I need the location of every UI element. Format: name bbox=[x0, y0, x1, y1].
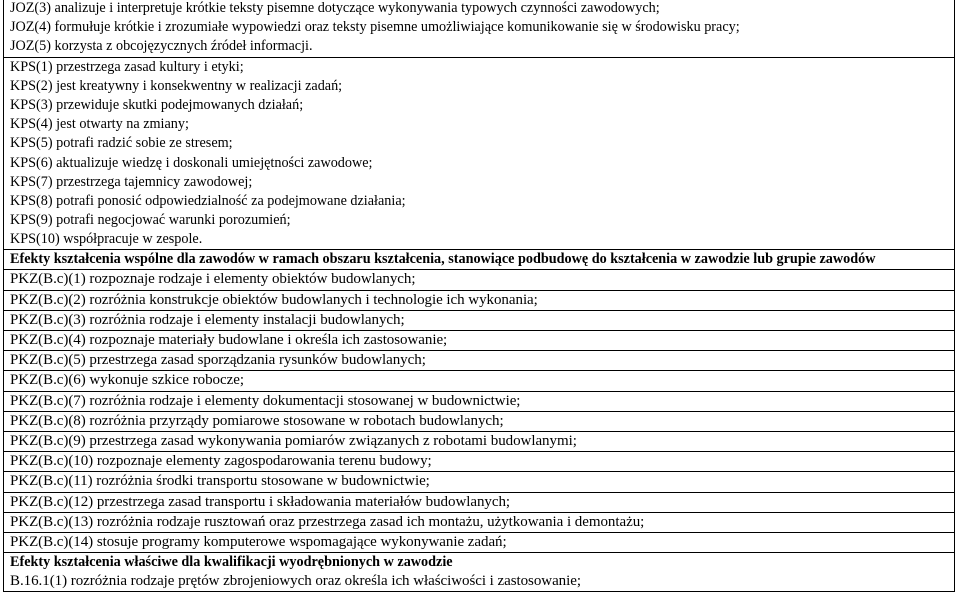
section-heading: Efekty kształcenia wspólne dla zawodów w ramach obszaru kształcenia, stanowiące podbudowę do kształcenia w zawodzie lub grupie zawodów bbox=[10, 251, 876, 268]
pkz-cell bbox=[4, 431, 955, 451]
table-row bbox=[4, 0, 955, 57]
common-outcomes-heading-cell bbox=[4, 250, 955, 270]
list-item: JOZ(4) formułuje krótkie i zrozumiałe wypowiedzi oraz teksty pisemne umożliwiające komunikowanie się w środowisku pracy; bbox=[10, 19, 740, 36]
pkz-cell bbox=[4, 532, 955, 552]
table-row bbox=[4, 250, 955, 270]
table-row bbox=[4, 553, 955, 592]
list-item: KPS(8) potrafi ponosić odpowiedzialność za podejmowane działania; bbox=[10, 192, 406, 209]
pkz-cell bbox=[4, 391, 955, 411]
list-item: B.16.1(1) rozróżnia rodzaje prętów zbrojeniowych oraz określa ich właściwości i zastosowanie; bbox=[10, 573, 581, 590]
pkz-cell bbox=[4, 492, 955, 512]
table-row bbox=[4, 532, 955, 552]
learning-outcomes-table bbox=[3, 0, 955, 592]
pkz-cell bbox=[4, 452, 955, 472]
list-item: PKZ(B.c)(4) rozpoznaje materiały budowlane i określa ich zastosowanie; bbox=[10, 332, 448, 348]
list-item: PKZ(B.c)(1) rozpoznaje rodzaje i elementy obiektów budowlanych; bbox=[10, 271, 416, 288]
list-item: KPS(2) jest kreatywny i konsekwentny w realizacji zadań; bbox=[10, 77, 343, 94]
table-row bbox=[4, 290, 955, 310]
list-item: PKZ(B.c)(10) rozpoznaje elementy zagospodarowania terenu budowy; bbox=[10, 453, 432, 470]
list-item: KPS(6) aktualizuje wiedzę i doskonali umiejętności zawodowe; bbox=[10, 154, 373, 171]
list-item: KPS(9) potrafi negocjować warunki porozumień; bbox=[10, 212, 291, 229]
list-item: PKZ(B.c)(6) wykonuje szkice robocze; bbox=[10, 372, 244, 389]
pkz-cell bbox=[4, 310, 955, 330]
joz-cell bbox=[4, 0, 955, 57]
qualification-outcomes-cell bbox=[4, 553, 955, 592]
list-item: KPS(4) jest otwarty na zmiany; bbox=[10, 116, 189, 133]
list-item: PKZ(B.c)(12) przestrzega zasad transportu i składowania materiałów budowlanych; bbox=[10, 493, 511, 510]
list-item: KPS(5) potrafi radzić sobie ze stresem; bbox=[10, 135, 233, 152]
table-row bbox=[4, 492, 955, 512]
table-row bbox=[4, 351, 955, 371]
list-item: PKZ(B.c)(14) stosuje programy komputerowe wspomagające wykonywanie zadań; bbox=[10, 533, 507, 550]
pkz-cell bbox=[4, 270, 955, 290]
list-item: KPS(3) przewiduje skutki podejmowanych działań; bbox=[10, 96, 304, 113]
list-item: PKZ(B.c)(9) przestrzega zasad wykonywania pomiarów związanych z robotami budowlanymi; bbox=[10, 432, 577, 449]
pkz-cell bbox=[4, 411, 955, 431]
list-item: KPS(1) przestrzega zasad kultury i etyki; bbox=[10, 58, 244, 75]
list-item: KPS(10) współpracuje w zespole. bbox=[10, 231, 203, 248]
pkz-cell bbox=[4, 290, 955, 310]
table-row bbox=[4, 472, 955, 492]
list-item: PKZ(B.c)(3) rozróżnia rodzaje i elementy instalacji budowlanych; bbox=[10, 311, 405, 328]
table-row bbox=[4, 431, 955, 451]
kps-cell bbox=[4, 57, 955, 250]
list-item: PKZ(B.c)(2) rozróżnia konstrukcje obiektów budowlanych i technologie ich wykonania; bbox=[10, 291, 538, 308]
table-row bbox=[4, 411, 955, 431]
list-item: JOZ(5) korzysta z obcojęzycznych źródeł informacji. bbox=[10, 38, 313, 55]
table-row bbox=[4, 391, 955, 411]
list-item: PKZ(B.c)(7) rozróżnia rodzaje i elementy dokumentacji stosowanej w budownictwie; bbox=[10, 392, 521, 409]
list-item: PKZ(B.c)(5) przestrzega zasad sporządzania rysunków budowlanych; bbox=[10, 352, 426, 369]
pkz-cell bbox=[4, 371, 955, 391]
list-item: JOZ(3) analizuje i interpretuje krótkie teksty pisemne dotyczące wykonywania typowych czynności zawodowych; bbox=[10, 0, 660, 16]
pkz-cell bbox=[4, 472, 955, 492]
table-row bbox=[4, 57, 955, 250]
pkz-cell bbox=[4, 351, 955, 371]
table-row bbox=[4, 310, 955, 330]
table-row bbox=[4, 270, 955, 290]
list-item: PKZ(B.c)(11) rozróżnia środki transportu stosowane w budownictwie; bbox=[10, 473, 430, 490]
table-row bbox=[4, 512, 955, 532]
list-item: PKZ(B.c)(13) rozróżnia rodzaje rusztowań oraz przestrzega zasad ich montażu, użytkowania i demontażu; bbox=[10, 513, 645, 530]
table-row bbox=[4, 371, 955, 391]
pkz-cell bbox=[4, 331, 955, 351]
list-item: KPS(7) przestrzega tajemnicy zawodowej; bbox=[10, 173, 253, 190]
table-row bbox=[4, 452, 955, 472]
section-heading: Efekty kształcenia właściwe dla kwalifikacji wyodrębnionych w zawodzie bbox=[10, 554, 453, 571]
list-item: PKZ(B.c)(8) rozróżnia przyrządy pomiarowe stosowane w robotach budowlanych; bbox=[10, 412, 504, 429]
table-row bbox=[4, 331, 955, 351]
pkz-cell bbox=[4, 512, 955, 532]
